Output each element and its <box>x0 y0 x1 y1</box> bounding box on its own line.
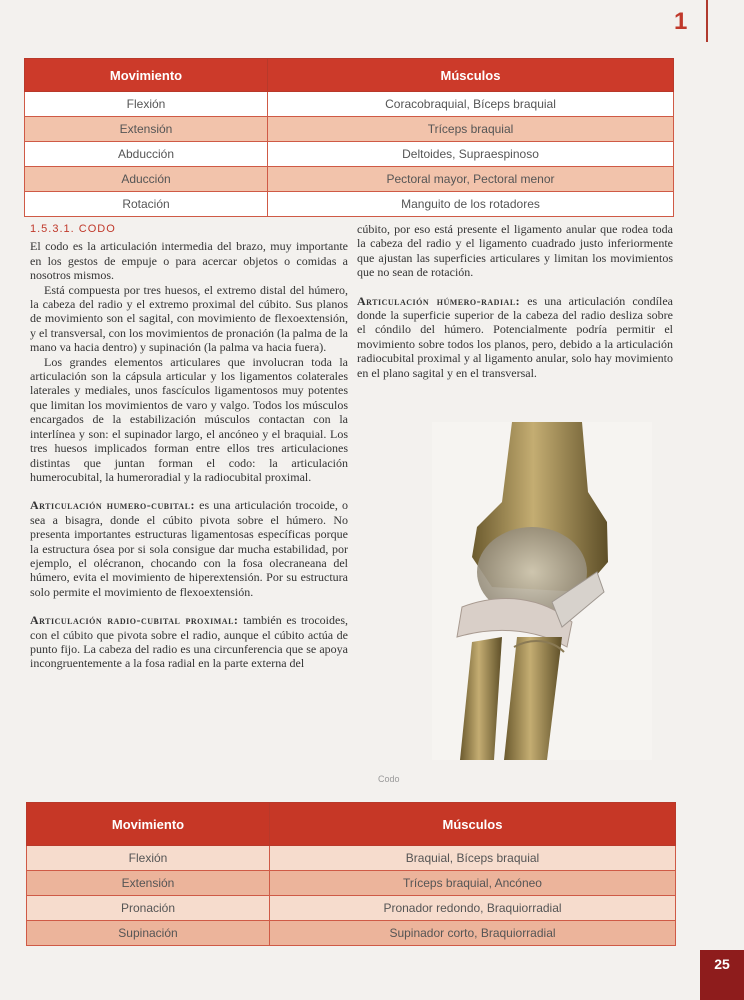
shoulder-muscles-table <box>24 58 674 217</box>
chapter-number: 1 <box>674 8 688 35</box>
paragraph <box>30 498 348 599</box>
table-cell: Tríceps braquial, Ancóneo <box>270 871 676 896</box>
table-header: Movimiento <box>27 803 270 846</box>
page-number: 25 <box>714 956 730 972</box>
table-cell: Pronador redondo, Braquiorradial <box>270 896 676 921</box>
right-text-column <box>357 222 673 380</box>
table-row <box>27 896 676 921</box>
paragraph <box>357 294 673 380</box>
paragraph: Los grandes elementos articulares que involucran toda la articulación son la cápsula articular y los ligamentos colaterales laterales y mediales, unos fascículos ligamentosos muy potentes que limitan los movimientos de varo y valgo. Todos los músculos encargados de la estabilización músculos contactan con la interlínea y son: el supinador largo, el ancóneo y el braquial. Los tres huesos implicados forman entre ellos tres articulaciones distintas que juntan forman el codo: la articulación humerocubital, la humeroradial y la radiocubital proximal. <box>30 354 348 484</box>
table-cell: Pectoral mayor, Pectoral menor <box>268 167 674 192</box>
paragraph: Está compuesta por tres huesos, el extremo distal del húmero, la cabeza del radio y el extremo proximal del cúbito. Sus planos de movimiento son el sagital, con movimiento de flexoextensión, y el transversal, con los movimientos de pronación (la palma de la mano va hacia dentro) y supinación (la palma va hacia fuera). <box>30 282 348 355</box>
subheading: Articulación húmero-radial: <box>357 293 521 308</box>
table-header: Músculos <box>268 59 674 92</box>
paragraph <box>30 613 348 671</box>
paragraph-text: también es trocoides, con el cúbito que pivota sobre el radio, aunque el cúbito actúa de punto fijo. La cabeza del radio es una circunferencia que se apoya incongruentemente a la fosa radial en la parte externa del <box>30 613 348 671</box>
table-row <box>25 92 674 117</box>
elbow-bones-drawing <box>432 422 652 760</box>
table-cell: Flexión <box>25 92 268 117</box>
table-row <box>27 871 676 896</box>
table-cell: Aducción <box>25 167 268 192</box>
elbow-illustration <box>432 422 652 760</box>
table-cell: Deltoides, Supraespinoso <box>268 142 674 167</box>
table-cell: Rotación <box>25 192 268 217</box>
paragraph: El codo es la articulación intermedia del brazo, muy importante en los gestos de empuje o para acercar objetos o comidas a nosotros mismos. <box>30 239 348 283</box>
table-cell: Manguito de los rotadores <box>268 192 674 217</box>
table-cell: Braquial, Bíceps braquial <box>270 846 676 871</box>
elbow-muscles-table <box>26 802 676 946</box>
paragraph: cúbito, por eso está presente el ligamento anular que rodea toda la cabeza del radio y el ligamento cuadrado justo inferiormente que ajustan las superficies articulares y limitan los movimientos que no sean de rotación. <box>357 222 673 280</box>
paragraph-text: es una articulación condílea donde la superficie superior de la cabeza del radio desliza sobre el cóndilo del húmero. Potencialmente podría permitir el movimiento sobre todos los planos, pero, debido a la articulación radiocubital proximal y al ligamento anular, solo hay movimiento en el plano sagital y en el transversal. <box>357 293 674 380</box>
table-cell: Supinación <box>27 921 270 946</box>
paragraph-text: es una articulación trocoide, o sea a bisagra, donde el cúbito pivota sobre el húmero. No presenta importantes estructuras ligamentosas específicas porque la estructura ósea por si sola consigue dar mucha estabilidad, por ejemplo, el olécranon, chocando con la fosa olecraneana del húmero, evita el movimiento de hiperextensión. Por su estructura solo permite el movimiento de flexoextensión. <box>30 498 348 599</box>
table-row <box>27 846 676 871</box>
section-heading: 1.5.3.1. CODO <box>30 223 116 235</box>
table-row <box>27 921 676 946</box>
table-cell: Pronación <box>27 896 270 921</box>
table-cell: Extensión <box>25 117 268 142</box>
table-row <box>25 142 674 167</box>
left-text-column <box>30 222 348 671</box>
table-cell: Flexión <box>27 846 270 871</box>
table-row <box>25 167 674 192</box>
subheading: Articulación radio-cubital proximal: <box>30 613 239 628</box>
table-cell: Abducción <box>25 142 268 167</box>
table-header: Músculos <box>270 803 676 846</box>
table-row <box>25 117 674 142</box>
table-header: Movimiento <box>25 59 268 92</box>
table-cell: Supinador corto, Braquiorradial <box>270 921 676 946</box>
table-cell: Extensión <box>27 871 270 896</box>
figure-caption: Codo <box>378 774 400 784</box>
table-cell: Coracobraquial, Bíceps braquial <box>268 92 674 117</box>
table-row <box>25 192 674 217</box>
table-cell: Tríceps braquial <box>268 117 674 142</box>
chapter-divider <box>706 0 708 42</box>
subheading: Articulación humero-cubital: <box>30 498 196 513</box>
